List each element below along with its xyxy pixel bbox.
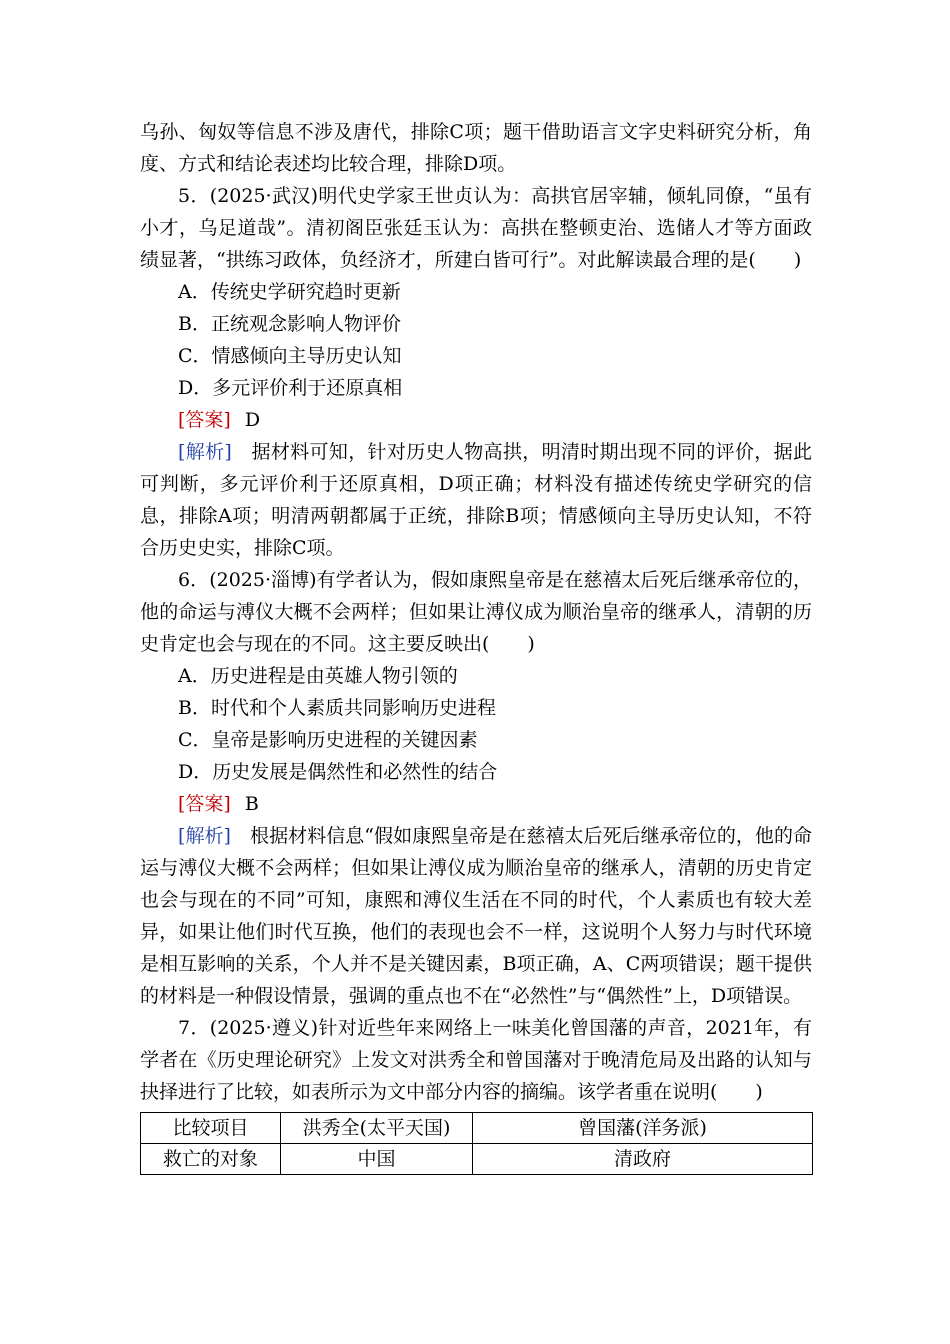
analysis-label: [解析] (178, 825, 231, 847)
table-cell: 救亡的对象 (141, 1144, 281, 1175)
question-7-stem: 7．(2025·遵义)针对近些年来网络上一味美化曾国藩的声音，2021年，有学者在《历史理论研究》上发文对洪秀全和曾国藩对于晚清危局及出路的认知与抉择进行了比较，如表所示为文中部分内容的摘编。该学者重在说明( ) (140, 1017, 812, 1103)
question-5-stem: 5．(2025·武汉)明代史学家王世贞认为：高拱官居宰辅，倾轧同僚，“虽有小才，乌足道哉”。清初阁臣张廷玉认为：高拱在整顿吏治、选储人才等方面政绩显著，“拱练习政体，负经济才，所建白皆可行”。对此解读最合理的是( ) (140, 185, 812, 271)
answer-label: [答案] (178, 409, 231, 431)
table-header-row (141, 1113, 813, 1144)
question-6-option-a: A．历史进程是由英雄人物引领的 (178, 665, 458, 687)
page-body (140, 116, 812, 1175)
question-6-option-c: C．皇帝是影响历史进程的关键因素 (178, 729, 478, 751)
intro-paragraph: 乌孙、匈奴等信息不涉及唐代，排除C项；题干借助语言文字史料研究分析，角度、方式和结论表述均比较合理，排除D项。 (140, 121, 812, 175)
table-row (141, 1144, 813, 1175)
analysis-label: [解析] (178, 441, 232, 463)
answer-value: D (244, 409, 261, 431)
question-5-option-a: A．传统史学研究趋时更新 (178, 281, 401, 303)
question-6-answer (140, 788, 812, 820)
table-cell: 清政府 (473, 1144, 813, 1175)
table-header-cell: 曾国藩(洋务派) (473, 1113, 813, 1144)
question-5-answer (140, 404, 812, 436)
analysis-text: 据材料可知，针对历史人物高拱，明清时期出现不同的评价，据此可判断，多元评价利于还原真相，D项正确；材料没有描述传统史学研究的信息，排除A项；明清两朝都属于正统，排除B项；情感倾向主导历史认知，不符合历史史实，排除C项。 (140, 441, 812, 559)
question-5-option-d: D．多元评价利于还原真相 (178, 377, 403, 399)
table-cell: 中国 (281, 1144, 473, 1175)
analysis-text: 根据材料信息“假如康熙皇帝是在慈禧太后死后继承帝位的，他的命运与溥仪大概不会两样；但如果让溥仪成为顺治皇帝的继承人，清朝的历史肯定也会与现在的不同”可知，康熙和溥仪生活在不同的时代，个人素质也有较大差异，如果让他们时代互换，他们的表现也会不一样，这说明个人努力与时代环境是相互影响的关系，个人并不是关键因素，B项正确，A、C两项错误；题干提供的材料是一种假设情景，强调的重点也不在“必然性”与“偶然性”上，D项错误。 (140, 825, 812, 1007)
answer-label: [答案] (178, 793, 231, 815)
question-6-option-d: D．历史发展是偶然性和必然性的结合 (178, 761, 498, 783)
table-header-cell: 洪秀全(太平天国) (281, 1113, 473, 1144)
question-6-stem: 6．(2025·淄博)有学者认为，假如康熙皇帝是在慈禧太后死后继承帝位的，他的命运与溥仪大概不会两样；但如果让溥仪成为顺治皇帝的继承人，清朝的历史肯定也会与现在的不同。这主要反映出( ) (140, 569, 812, 655)
question-5-option-c: C．情感倾向主导历史认知 (178, 345, 402, 367)
question-5-analysis (140, 436, 812, 564)
question-6-option-b: B．时代和个人素质共同影响历史进程 (178, 697, 496, 719)
answer-value: B (244, 793, 259, 815)
question-6-analysis (140, 820, 812, 1012)
table-header-cell: 比较项目 (141, 1113, 281, 1144)
comparison-table (140, 1112, 813, 1175)
question-5-option-b: B．正统观念影响人物评价 (178, 313, 401, 335)
